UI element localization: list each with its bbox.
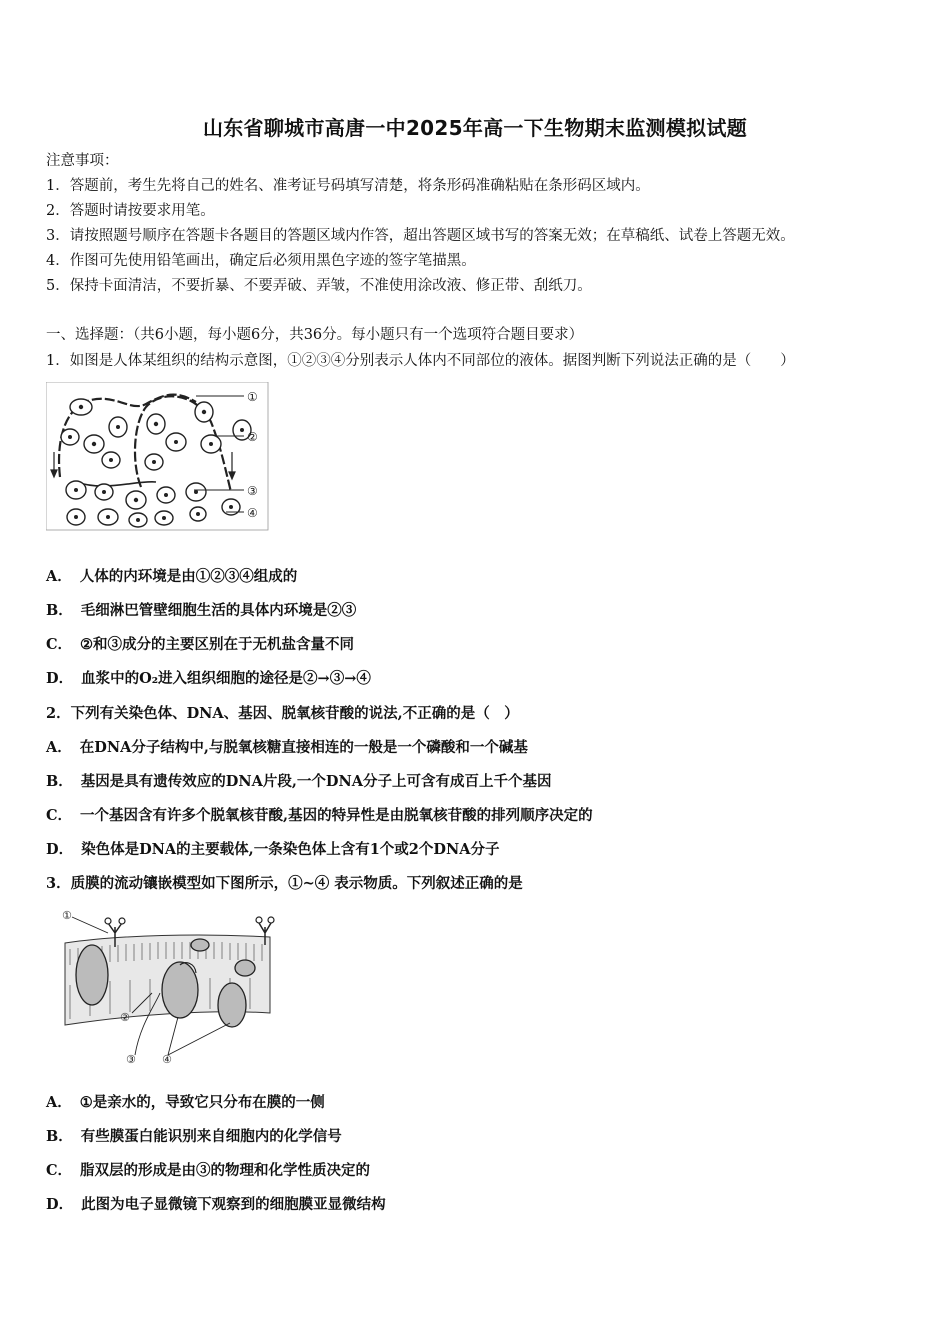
page-title: 山东省聊城市高唐一中2025年高一下生物期末监测模拟试题 [202, 116, 748, 140]
tissue-structure-figure [46, 382, 276, 534]
note-item: 3．请按照题号顺序在答题卡各题目的答题区域内作答，超出答题区域书写的答案无效；在草稿纸、试卷上答题无效。 [46, 228, 795, 244]
q1-option-a: A． 人体的内环境是由①②③④组成的 [46, 568, 298, 585]
q2-option-d: D． 染色体是DNA的主要载体,一条染色体上含有1个或2个DNA分子 [46, 841, 500, 858]
q3-option-c: C． 脂双层的形成是由③的物理和化学性质决定的 [46, 1162, 371, 1179]
question-2-stem: 2．下列有关染色体、DNA、基因、脱氧核苷酸的说法,不正确的是（ ） [46, 705, 519, 722]
label-1: ① [247, 390, 258, 404]
label-3: ③ [247, 484, 258, 498]
q1-option-b: B． 毛细淋巴管壁细胞生活的具体内环境是②③ [46, 602, 357, 619]
q3-option-a: A． ①是亲水的，导致它只分布在膜的一侧 [46, 1094, 325, 1111]
membrane-label-1: ① [62, 909, 72, 922]
label-2: ② [247, 430, 258, 444]
question-1-stem: 1．如图是人体某组织的结构示意图，①②③④分别表示人体内不同部位的液体。据图判断下列说法正确的是（ ） [46, 353, 795, 369]
note-item: 2．答题时请按要求用笔。 [46, 203, 215, 219]
question-3-stem: 3．质膜的流动镶嵌模型如下图所示，①~④ 表示物质。下列叙述正确的是 [46, 875, 523, 892]
q2-option-a: A． 在DNA分子结构中,与脱氧核糖直接相连的一般是一个磷酸和一个碱基 [46, 739, 528, 756]
note-item: 1．答题前，考生先将自己的姓名、准考证号码填写清楚，将条形码准确粘贴在条形码区域内。 [46, 178, 650, 194]
q3-option-d: D． 此图为电子显微镜下观察到的细胞膜亚显微结构 [46, 1196, 386, 1213]
q1-option-c: C． ②和③成分的主要区别在于无机盐含量不同 [46, 636, 355, 653]
q3-option-b: B． 有些膜蛋白能识别来自细胞内的化学信号 [46, 1128, 342, 1145]
membrane-label-4: ④ [162, 1053, 172, 1065]
notes-heading: 注意事项： [46, 153, 119, 169]
q1-option-d: D． 血浆中的O₂进入组织细胞的途径是②→③→④ [46, 670, 371, 687]
q2-option-c: C． 一个基因含有许多个脱氧核苷酸,基因的特异性是由脱氧核苷酸的排列顺序决定的 [46, 807, 593, 824]
section-heading: 一、选择题：（共6小题，每小题6分，共36分。每小题只有一个选项符合题目要求） [46, 327, 584, 343]
membrane-model-figure [60, 905, 275, 1065]
membrane-label-3: ③ [126, 1053, 136, 1065]
membrane-label-2: ② [120, 1011, 130, 1024]
note-item: 5．保持卡面清洁，不要折暴、不要弄破、弄皱，不准使用涂改液、修正带、刮纸刀。 [46, 278, 592, 294]
note-item: 4．作图可先使用铅笔画出，确定后必须用黑色字迹的签字笔描黑。 [46, 253, 476, 269]
q2-option-b: B． 基因是具有遗传效应的DNA片段,一个DNA分子上可含有成百上千个基因 [46, 773, 552, 790]
label-4: ④ [247, 506, 258, 520]
